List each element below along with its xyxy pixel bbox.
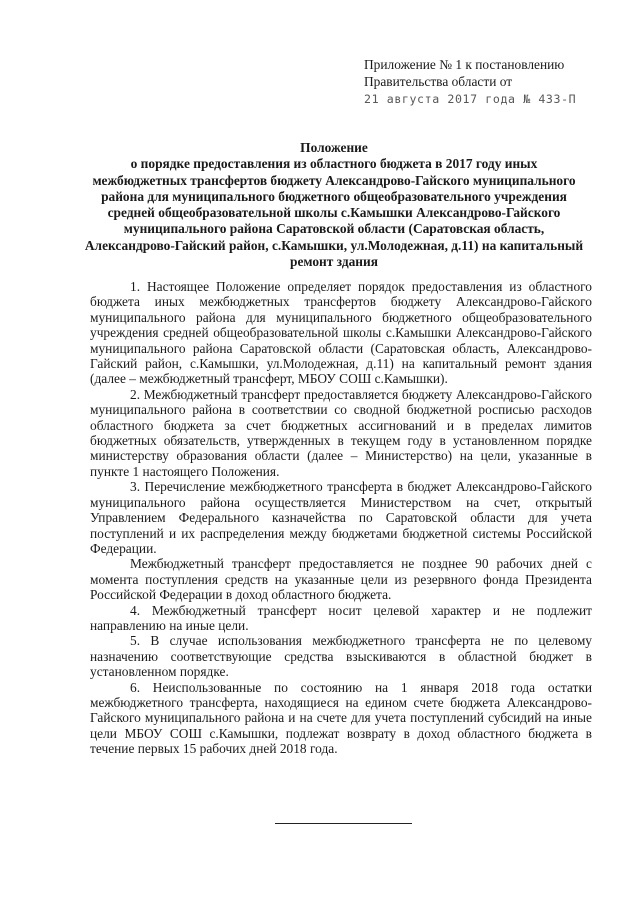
paragraph-2: 2. Межбюджетный трансферт предоставляется бюджету Александрово-Гайского муниципального района в соответствии со сводной бюджетной росписью расходов областного бюджета за счет бюджетных ассигнований и в пределах лимитов бюджетных обязательств, утвержденных в текущем году в установленном порядке министерству образования области (далее – Министерство) на цели, указанные в пункте 1 настоящего Положения. <box>90 386 592 479</box>
appendix-date-stamp: 21 августа 2017 года № 433-П <box>364 92 577 106</box>
closing-divider <box>275 823 412 824</box>
appendix-line-2: Правительства области от <box>364 74 513 89</box>
appendix-note <box>364 56 614 108</box>
paragraph-3-continued: Межбюджетный трансферт предоставляется не позднее 90 рабочих дней с момента поступления средств на указанные цели из резервного фонда Президента Российской Федерации в доход областного бюджета. <box>90 556 592 603</box>
document-body <box>90 279 592 757</box>
document-title <box>84 140 584 270</box>
paragraph-3: 3. Перечисление межбюджетного трансферта в бюджет Александрово-Гайского муниципального района осуществляется Министерством на счет, открытый Управлением Федерального казначейства по Саратовской области для учета поступлений и их распределения между бюджетами бюджетной системы Российской Федерации. <box>90 479 592 556</box>
paragraph-4: 4. Межбюджетный трансферт носит целевой характер и не подлежит направлению на иные цели. <box>90 602 592 633</box>
paragraph-1: 1. Настоящее Положение определяет порядок предоставления из областного бюджета иных межбюджетных трансфертов бюджету Александрово-Гайского муниципального района для муниципального бюджетного общеобразовательного учреждения средней общеобразовательной школы с.Камышки Александрово-Гайского муниципального района Саратовской области (Саратовская область, Александрово-Гайский район, с.Камышки, ул.Молодежная, д.11) на капитальный ремонт здания (далее – межбюджетный трансферт, МБОУ СОШ с.Камышки). <box>90 279 592 387</box>
title-subtitle: о порядке предоставления из областного бюджета в 2017 году иных межбюджетных трансфертов бюджету Александрово-Гайского муниципального района для муниципального бюджетного общеобразовательного учреждения средней общеобразовательной школы с.Камышки Александрово-Гайского муниципального района Саратовской области (Саратовская область, Александрово-Гайский район, с.Камышки, ул.Молодежная, д.11) на капитальный ремонт здания <box>84 156 584 270</box>
paragraph-6: 6. Неиспользованные по состоянию на 1 января 2018 года остатки межбюджетного трансферта, находящиеся на едином счете бюджета Александрово-Гайского муниципального района и на счете для учета поступлений субсидий на иные цели МБОУ СОШ с.Камышки, подлежат возврату в доход областного бюджета в течение первых 15 рабочих дней 2018 года. <box>90 679 592 757</box>
paragraph-5: 5. В случае использования межбюджетного трансферта не по целевому назначению соответствующие средства взыскиваются в областной бюджет в установленном порядке. <box>90 633 592 680</box>
title-heading: Положение <box>300 140 368 155</box>
appendix-line-1: Приложение № 1 к постановлению <box>364 57 565 72</box>
